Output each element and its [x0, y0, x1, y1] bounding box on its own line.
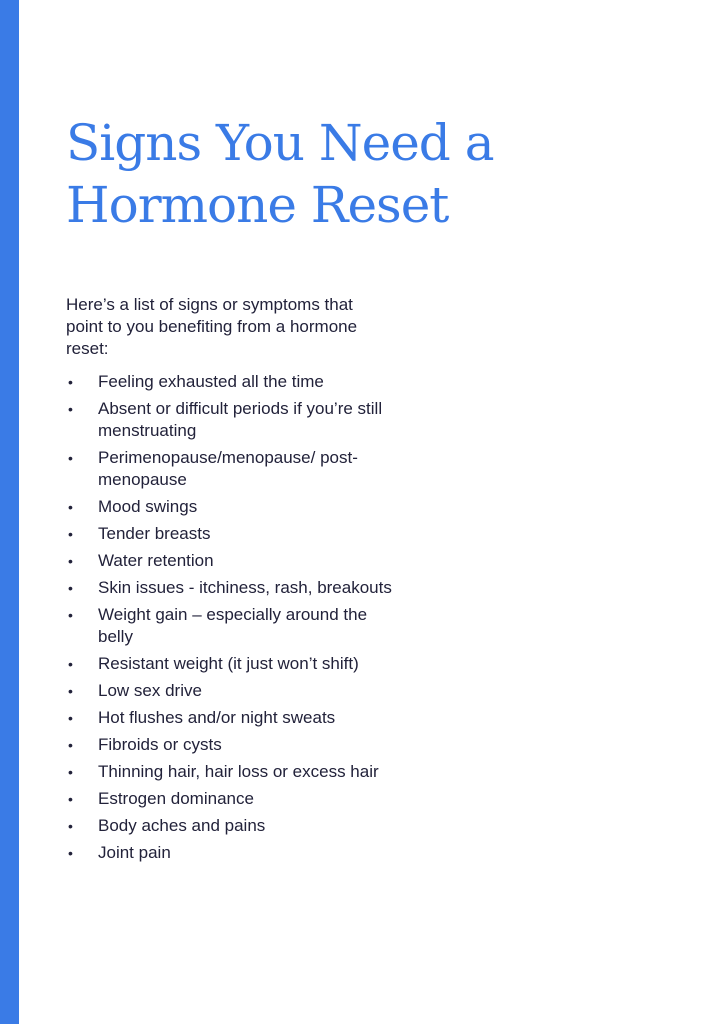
list-item-text: Perimenopause/menopause/ post-menopause	[98, 448, 358, 489]
list-item	[66, 496, 396, 518]
list-item-text: Resistant weight (it just won’t shift)	[98, 654, 359, 673]
bullet-icon: •	[68, 737, 73, 753]
bullet-icon: •	[68, 374, 73, 390]
list-item	[66, 734, 396, 756]
bullet-icon: •	[68, 553, 73, 569]
bullet-icon: •	[68, 580, 73, 596]
list-item	[66, 842, 396, 864]
bullet-icon: •	[68, 499, 73, 515]
list-item	[66, 680, 396, 702]
bullet-icon: •	[68, 818, 73, 834]
bullet-icon: •	[68, 450, 73, 466]
list-item-text: Skin issues - itchiness, rash, breakouts	[98, 578, 392, 597]
list-item	[66, 788, 396, 810]
list-item-text: Weight gain – especially around the belly	[98, 605, 368, 646]
bullet-icon: •	[68, 683, 73, 699]
list-item-text: Estrogen dominance	[98, 789, 254, 808]
list-item-text: Feeling exhausted all the time	[98, 372, 324, 391]
list-item-text: Fibroids or cysts	[98, 735, 222, 754]
page-title: Signs You Need a Hormone Reset	[66, 114, 494, 234]
accent-side-bar	[0, 0, 19, 1024]
bullet-icon: •	[68, 526, 73, 542]
list-item-text: Water retention	[98, 551, 214, 570]
bullet-icon: •	[68, 401, 73, 417]
list-item	[66, 371, 396, 393]
list-item	[66, 815, 396, 837]
list-item-text: Hot flushes and/or night sweats	[98, 708, 336, 727]
list-item-text: Thinning hair, hair loss or excess hair	[98, 762, 379, 781]
list-item	[66, 577, 396, 599]
list-item	[66, 523, 396, 545]
list-item	[66, 447, 396, 491]
bullet-icon: •	[68, 656, 73, 672]
list-item	[66, 707, 396, 729]
bullet-icon: •	[68, 845, 73, 861]
symptom-list	[66, 371, 396, 869]
bullet-icon: •	[68, 791, 73, 807]
list-item-text: Tender breasts	[98, 524, 211, 543]
bullet-icon: •	[68, 764, 73, 780]
bullet-icon: •	[68, 607, 73, 623]
list-item-text: Mood swings	[98, 497, 198, 516]
list-item	[66, 761, 396, 783]
list-item-text: Body aches and pains	[98, 816, 266, 835]
bullet-icon: •	[68, 710, 73, 726]
list-item-text: Absent or difficult periods if you’re still menstruating	[98, 399, 383, 440]
list-item	[66, 653, 396, 675]
intro-paragraph: Here’s a list of signs or symptoms that point to you benefiting from a hormone reset:	[66, 295, 358, 358]
list-item-text: Low sex drive	[98, 681, 202, 700]
list-item-text: Joint pain	[98, 843, 171, 862]
list-item	[66, 550, 396, 572]
list-item	[66, 398, 396, 442]
list-item	[66, 604, 396, 648]
